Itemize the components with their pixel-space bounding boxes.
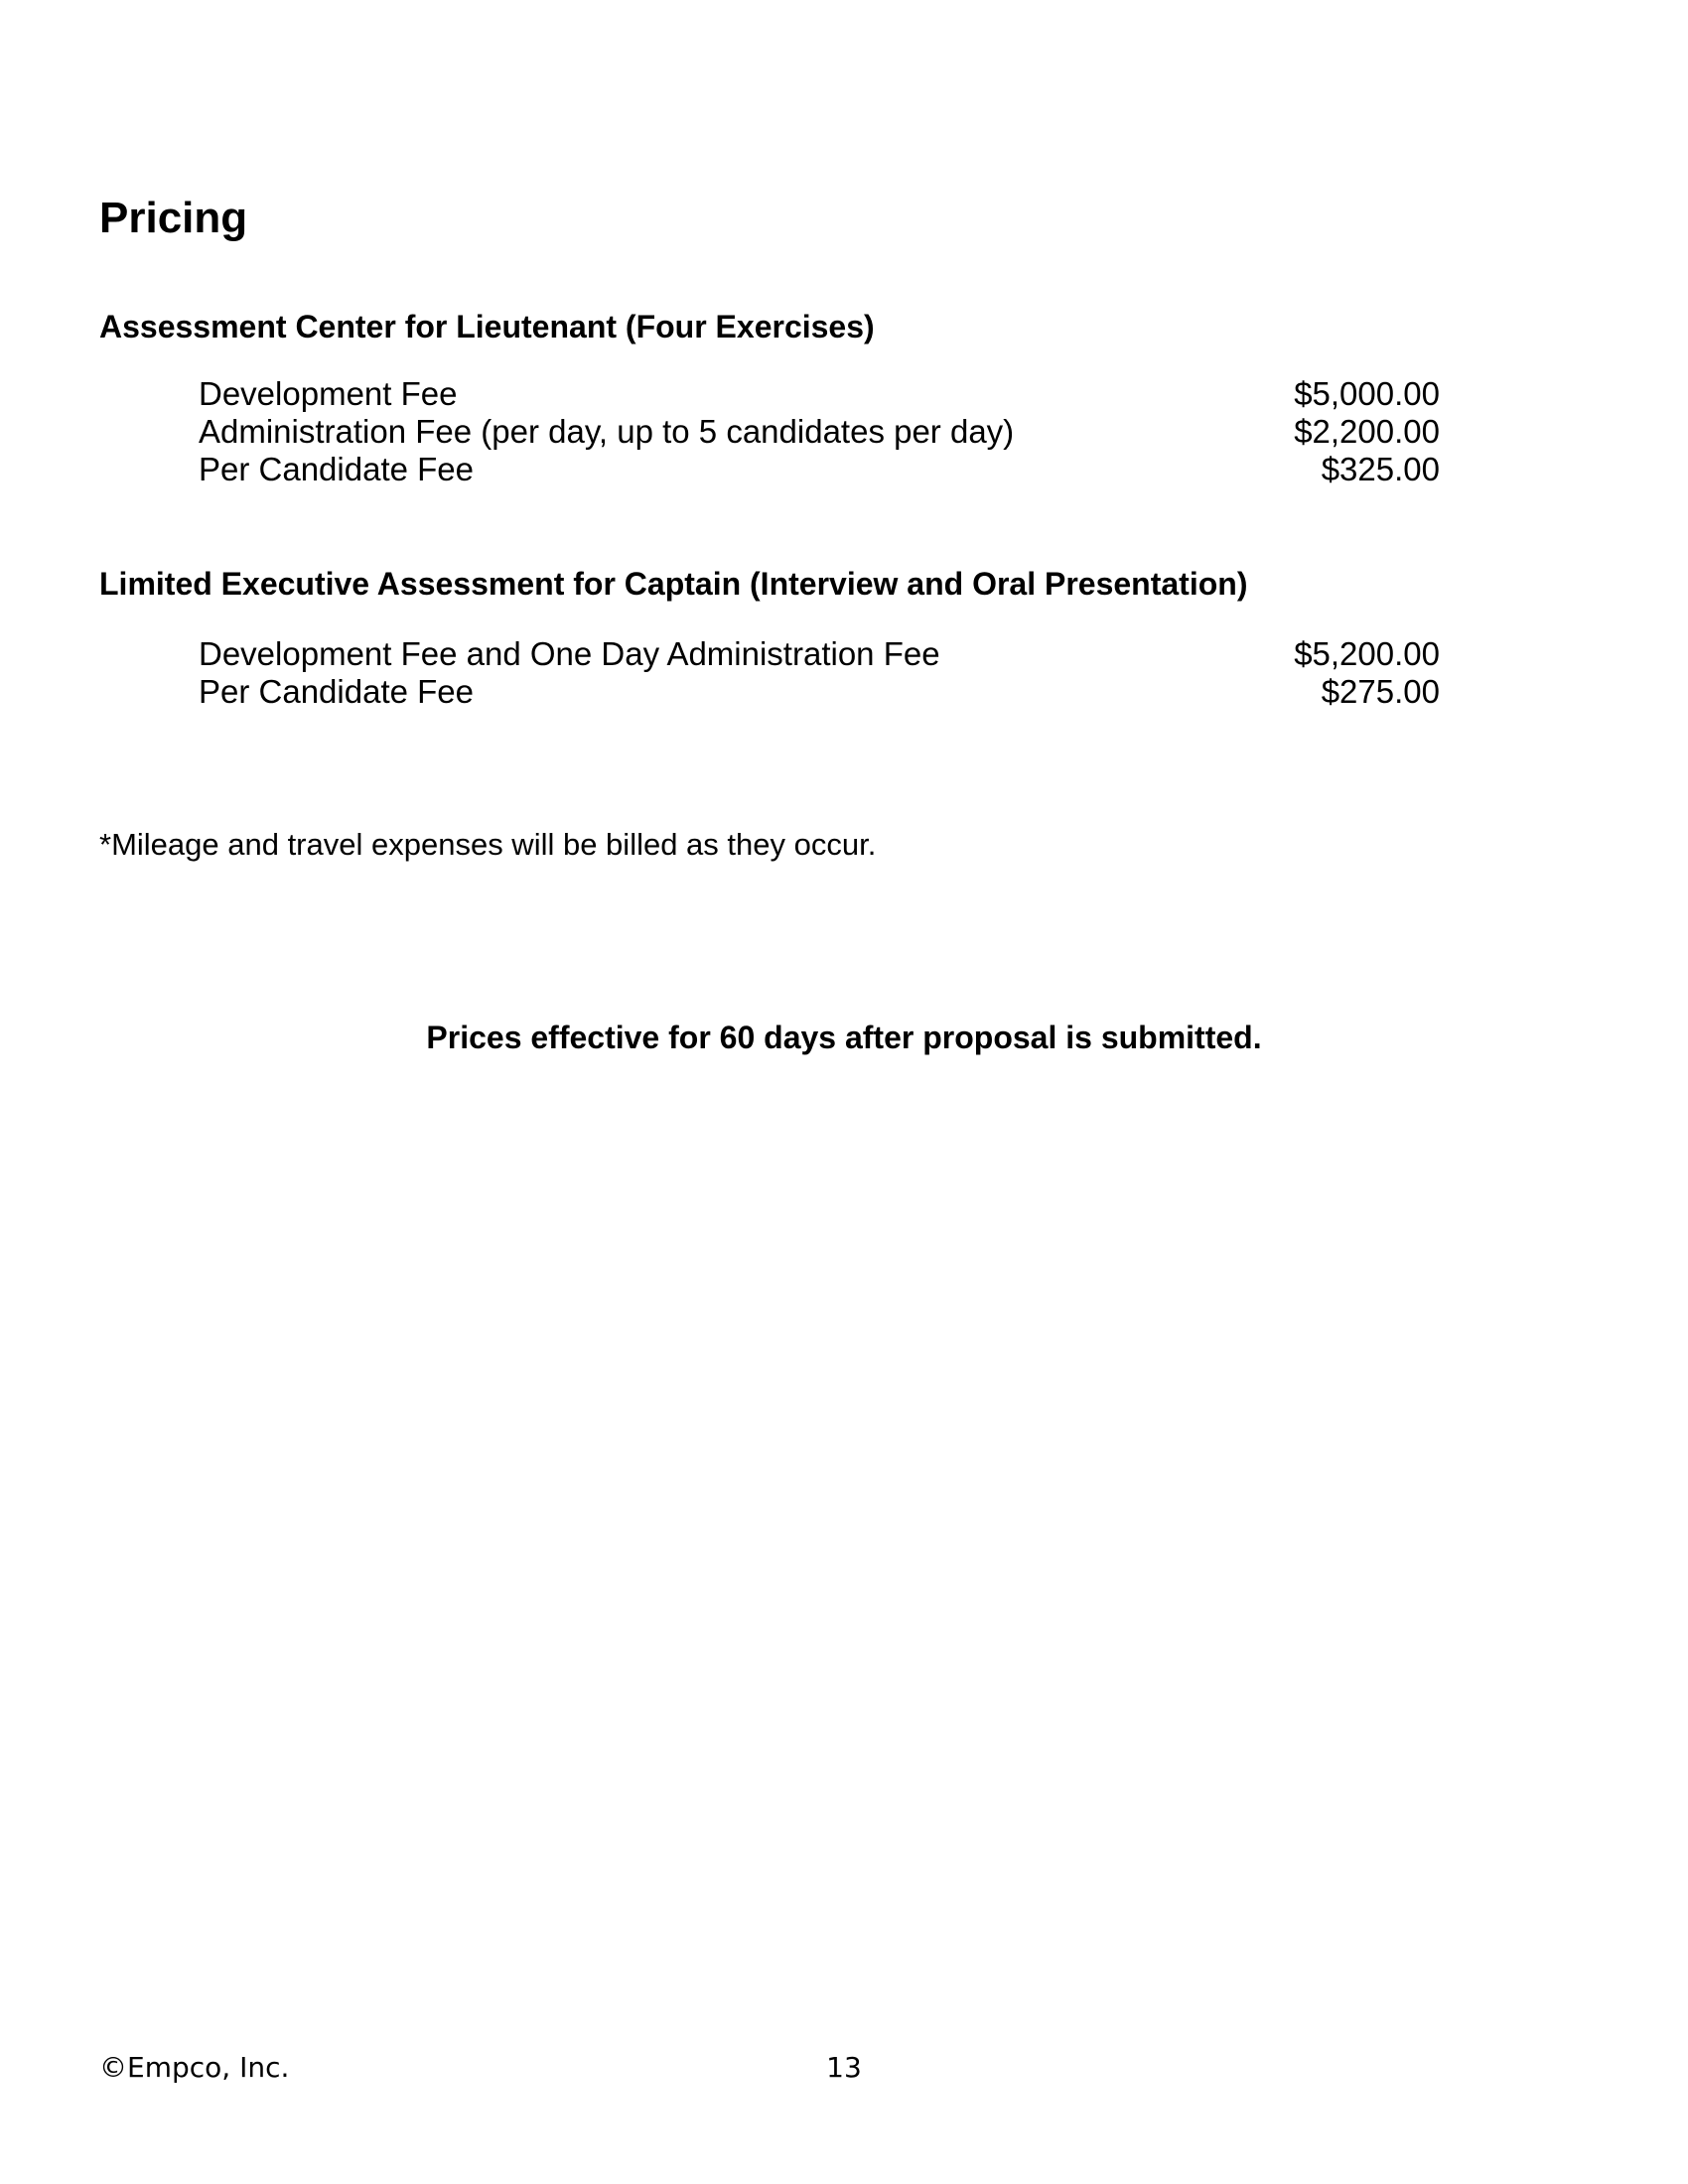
fee-list-captain bbox=[199, 635, 1440, 711]
fee-row bbox=[199, 375, 1440, 413]
fee-row bbox=[199, 673, 1440, 711]
fee-row bbox=[199, 413, 1440, 451]
effective-notice: Prices effective for 60 days after proposal is submitted. bbox=[426, 1020, 1262, 1055]
section-heading-lieutenant: Assessment Center for Lieutenant (Four Exercises) bbox=[99, 309, 875, 344]
fee-label: Development Fee and One Day Administration Fee bbox=[199, 635, 940, 672]
fee-label: Per Candidate Fee bbox=[199, 673, 475, 710]
fee-list-lieutenant bbox=[199, 375, 1440, 488]
fee-label: Development Fee bbox=[199, 375, 458, 412]
fee-label: Administration Fee (per day, up to 5 candidates per day) bbox=[199, 413, 1015, 450]
fee-amount: $325.00 bbox=[1321, 451, 1440, 487]
section-heading-captain: Limited Executive Assessment for Captain (Interview and Oral Presentation) bbox=[99, 566, 1248, 602]
footer-copyright: ©Empco, Inc. bbox=[99, 2051, 290, 2084]
footer-page-number: 13 bbox=[826, 2051, 862, 2084]
fee-amount: $275.00 bbox=[1321, 673, 1440, 710]
fee-amount: $5,000.00 bbox=[1294, 375, 1440, 412]
fee-amount: $5,200.00 bbox=[1294, 635, 1440, 672]
fee-row bbox=[199, 451, 1440, 488]
page-title: Pricing bbox=[99, 194, 248, 242]
fee-label: Per Candidate Fee bbox=[199, 451, 475, 487]
mileage-note: *Mileage and travel expenses will be billed as they occur. bbox=[99, 827, 877, 862]
fee-amount: $2,200.00 bbox=[1294, 413, 1440, 450]
fee-row bbox=[199, 635, 1440, 673]
